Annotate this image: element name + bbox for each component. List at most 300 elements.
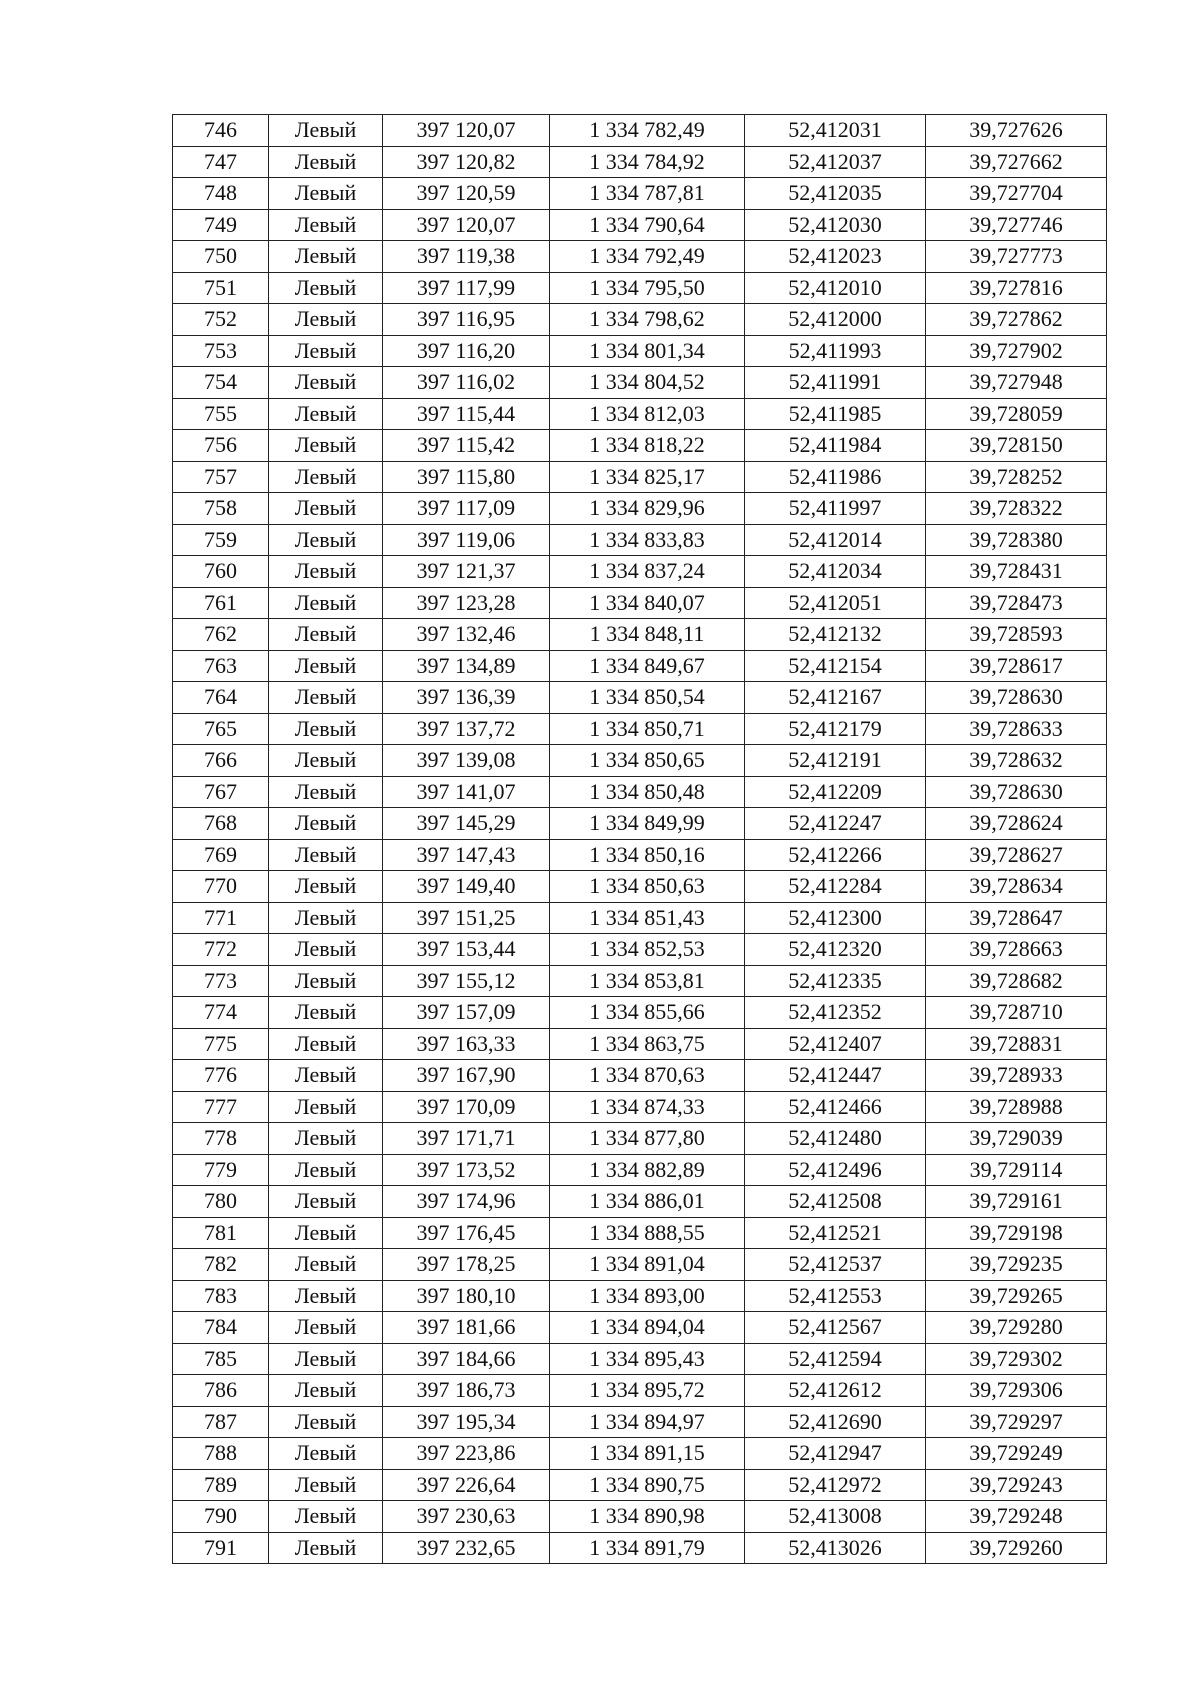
latitude-cell: 52,412320: [745, 934, 926, 966]
point-number-cell: 769: [173, 839, 269, 871]
latitude-cell: 52,411993: [745, 335, 926, 367]
coordinates-table: [172, 114, 1107, 1564]
point-number-cell: 761: [173, 587, 269, 619]
side-cell: Левый: [269, 178, 383, 210]
side-cell: Левый: [269, 713, 383, 745]
longitude-cell: 39,728431: [926, 556, 1107, 588]
x-coordinate-cell: 397 181,66: [383, 1312, 550, 1344]
latitude-cell: 52,412352: [745, 997, 926, 1029]
latitude-cell: 52,412537: [745, 1249, 926, 1281]
side-cell: Левый: [269, 650, 383, 682]
side-cell: Левый: [269, 1438, 383, 1470]
table-row: [173, 335, 1107, 367]
side-cell: Левый: [269, 1060, 383, 1092]
latitude-cell: 52,412447: [745, 1060, 926, 1092]
longitude-cell: 39,729243: [926, 1469, 1107, 1501]
x-coordinate-cell: 397 134,89: [383, 650, 550, 682]
coordinates-table-body: [173, 115, 1107, 1564]
table-row: [173, 146, 1107, 178]
longitude-cell: 39,728059: [926, 398, 1107, 430]
x-coordinate-cell: 397 170,09: [383, 1091, 550, 1123]
table-row: [173, 1154, 1107, 1186]
point-number-cell: 788: [173, 1438, 269, 1470]
longitude-cell: 39,729306: [926, 1375, 1107, 1407]
x-coordinate-cell: 397 116,20: [383, 335, 550, 367]
x-coordinate-cell: 397 115,44: [383, 398, 550, 430]
side-cell: Левый: [269, 934, 383, 966]
y-coordinate-cell: 1 334 812,03: [550, 398, 745, 430]
x-coordinate-cell: 397 121,37: [383, 556, 550, 588]
table-row: [173, 556, 1107, 588]
y-coordinate-cell: 1 334 890,98: [550, 1501, 745, 1533]
side-cell: Левый: [269, 1532, 383, 1564]
latitude-cell: 52,412690: [745, 1406, 926, 1438]
y-coordinate-cell: 1 334 886,01: [550, 1186, 745, 1218]
table-row: [173, 745, 1107, 777]
x-coordinate-cell: 397 155,12: [383, 965, 550, 997]
y-coordinate-cell: 1 334 795,50: [550, 272, 745, 304]
latitude-cell: 52,412612: [745, 1375, 926, 1407]
x-coordinate-cell: 397 119,06: [383, 524, 550, 556]
side-cell: Левый: [269, 1406, 383, 1438]
y-coordinate-cell: 1 334 792,49: [550, 241, 745, 273]
side-cell: Левый: [269, 398, 383, 430]
point-number-cell: 764: [173, 682, 269, 714]
y-coordinate-cell: 1 334 801,34: [550, 335, 745, 367]
longitude-cell: 39,727816: [926, 272, 1107, 304]
longitude-cell: 39,729161: [926, 1186, 1107, 1218]
x-coordinate-cell: 397 149,40: [383, 871, 550, 903]
side-cell: Левый: [269, 1154, 383, 1186]
table-row: [173, 1375, 1107, 1407]
y-coordinate-cell: 1 334 848,11: [550, 619, 745, 651]
side-cell: Левый: [269, 304, 383, 336]
side-cell: Левый: [269, 1280, 383, 1312]
table-row: [173, 398, 1107, 430]
side-cell: Левый: [269, 871, 383, 903]
point-number-cell: 783: [173, 1280, 269, 1312]
y-coordinate-cell: 1 334 891,15: [550, 1438, 745, 1470]
point-number-cell: 791: [173, 1532, 269, 1564]
latitude-cell: 52,411985: [745, 398, 926, 430]
point-number-cell: 748: [173, 178, 269, 210]
latitude-cell: 52,411997: [745, 493, 926, 525]
longitude-cell: 39,728682: [926, 965, 1107, 997]
point-number-cell: 789: [173, 1469, 269, 1501]
longitude-cell: 39,729235: [926, 1249, 1107, 1281]
table-row: [173, 430, 1107, 462]
point-number-cell: 787: [173, 1406, 269, 1438]
table-row: [173, 997, 1107, 1029]
x-coordinate-cell: 397 147,43: [383, 839, 550, 871]
table-row: [173, 934, 1107, 966]
longitude-cell: 39,727948: [926, 367, 1107, 399]
point-number-cell: 756: [173, 430, 269, 462]
point-number-cell: 777: [173, 1091, 269, 1123]
point-number-cell: 747: [173, 146, 269, 178]
table-row: [173, 902, 1107, 934]
side-cell: Левый: [269, 619, 383, 651]
table-row: [173, 1091, 1107, 1123]
point-number-cell: 782: [173, 1249, 269, 1281]
table-row: [173, 493, 1107, 525]
point-number-cell: 780: [173, 1186, 269, 1218]
latitude-cell: 52,412284: [745, 871, 926, 903]
latitude-cell: 52,412209: [745, 776, 926, 808]
point-number-cell: 750: [173, 241, 269, 273]
longitude-cell: 39,728710: [926, 997, 1107, 1029]
longitude-cell: 39,728663: [926, 934, 1107, 966]
y-coordinate-cell: 1 334 850,16: [550, 839, 745, 871]
x-coordinate-cell: 397 120,07: [383, 209, 550, 241]
longitude-cell: 39,728630: [926, 776, 1107, 808]
x-coordinate-cell: 397 226,64: [383, 1469, 550, 1501]
latitude-cell: 52,412179: [745, 713, 926, 745]
latitude-cell: 52,412521: [745, 1217, 926, 1249]
side-cell: Левый: [269, 461, 383, 493]
x-coordinate-cell: 397 115,80: [383, 461, 550, 493]
table-row: [173, 1280, 1107, 1312]
longitude-cell: 39,728933: [926, 1060, 1107, 1092]
point-number-cell: 755: [173, 398, 269, 430]
table-row: [173, 619, 1107, 651]
table-row: [173, 1186, 1107, 1218]
y-coordinate-cell: 1 334 829,96: [550, 493, 745, 525]
point-number-cell: 773: [173, 965, 269, 997]
x-coordinate-cell: 397 115,42: [383, 430, 550, 462]
y-coordinate-cell: 1 334 804,52: [550, 367, 745, 399]
point-number-cell: 754: [173, 367, 269, 399]
side-cell: Левый: [269, 1249, 383, 1281]
table-row: [173, 776, 1107, 808]
longitude-cell: 39,729280: [926, 1312, 1107, 1344]
latitude-cell: 52,412972: [745, 1469, 926, 1501]
side-cell: Левый: [269, 1186, 383, 1218]
point-number-cell: 762: [173, 619, 269, 651]
table-row: [173, 1060, 1107, 1092]
longitude-cell: 39,727626: [926, 115, 1107, 147]
y-coordinate-cell: 1 334 837,24: [550, 556, 745, 588]
longitude-cell: 39,728632: [926, 745, 1107, 777]
side-cell: Левый: [269, 524, 383, 556]
y-coordinate-cell: 1 334 798,62: [550, 304, 745, 336]
latitude-cell: 52,412167: [745, 682, 926, 714]
x-coordinate-cell: 397 232,65: [383, 1532, 550, 1564]
table-row: [173, 1438, 1107, 1470]
x-coordinate-cell: 397 123,28: [383, 587, 550, 619]
longitude-cell: 39,728322: [926, 493, 1107, 525]
latitude-cell: 52,413026: [745, 1532, 926, 1564]
side-cell: Левый: [269, 1469, 383, 1501]
side-cell: Левый: [269, 997, 383, 1029]
y-coordinate-cell: 1 334 818,22: [550, 430, 745, 462]
latitude-cell: 52,412300: [745, 902, 926, 934]
side-cell: Левый: [269, 272, 383, 304]
latitude-cell: 52,412154: [745, 650, 926, 682]
x-coordinate-cell: 397 153,44: [383, 934, 550, 966]
point-number-cell: 753: [173, 335, 269, 367]
longitude-cell: 39,728630: [926, 682, 1107, 714]
y-coordinate-cell: 1 334 850,48: [550, 776, 745, 808]
table-row: [173, 587, 1107, 619]
point-number-cell: 775: [173, 1028, 269, 1060]
side-cell: Левый: [269, 115, 383, 147]
latitude-cell: 52,412508: [745, 1186, 926, 1218]
table-row: [173, 461, 1107, 493]
side-cell: Левый: [269, 493, 383, 525]
side-cell: Левый: [269, 587, 383, 619]
table-row: [173, 839, 1107, 871]
y-coordinate-cell: 1 334 891,79: [550, 1532, 745, 1564]
y-coordinate-cell: 1 334 891,04: [550, 1249, 745, 1281]
y-coordinate-cell: 1 334 825,17: [550, 461, 745, 493]
point-number-cell: 768: [173, 808, 269, 840]
side-cell: Левый: [269, 556, 383, 588]
y-coordinate-cell: 1 334 855,66: [550, 997, 745, 1029]
table-row: [173, 713, 1107, 745]
table-row: [173, 1406, 1107, 1438]
longitude-cell: 39,729039: [926, 1123, 1107, 1155]
point-number-cell: 778: [173, 1123, 269, 1155]
latitude-cell: 52,412010: [745, 272, 926, 304]
side-cell: Левый: [269, 902, 383, 934]
point-number-cell: 752: [173, 304, 269, 336]
y-coordinate-cell: 1 334 863,75: [550, 1028, 745, 1060]
longitude-cell: 39,729248: [926, 1501, 1107, 1533]
longitude-cell: 39,728617: [926, 650, 1107, 682]
y-coordinate-cell: 1 334 853,81: [550, 965, 745, 997]
latitude-cell: 52,412553: [745, 1280, 926, 1312]
side-cell: Левый: [269, 776, 383, 808]
y-coordinate-cell: 1 334 850,71: [550, 713, 745, 745]
x-coordinate-cell: 397 120,82: [383, 146, 550, 178]
longitude-cell: 39,728624: [926, 808, 1107, 840]
latitude-cell: 52,412031: [745, 115, 926, 147]
y-coordinate-cell: 1 334 895,43: [550, 1343, 745, 1375]
y-coordinate-cell: 1 334 840,07: [550, 587, 745, 619]
table-row: [173, 524, 1107, 556]
latitude-cell: 52,412335: [745, 965, 926, 997]
latitude-cell: 52,412266: [745, 839, 926, 871]
point-number-cell: 767: [173, 776, 269, 808]
longitude-cell: 39,727902: [926, 335, 1107, 367]
table-row: [173, 304, 1107, 336]
latitude-cell: 52,412034: [745, 556, 926, 588]
latitude-cell: 52,412480: [745, 1123, 926, 1155]
longitude-cell: 39,728627: [926, 839, 1107, 871]
table-row: [173, 1312, 1107, 1344]
point-number-cell: 751: [173, 272, 269, 304]
latitude-cell: 52,412496: [745, 1154, 926, 1186]
side-cell: Левый: [269, 682, 383, 714]
latitude-cell: 52,412407: [745, 1028, 926, 1060]
longitude-cell: 39,727862: [926, 304, 1107, 336]
table-row: [173, 682, 1107, 714]
y-coordinate-cell: 1 334 888,55: [550, 1217, 745, 1249]
longitude-cell: 39,728252: [926, 461, 1107, 493]
x-coordinate-cell: 397 136,39: [383, 682, 550, 714]
point-number-cell: 785: [173, 1343, 269, 1375]
side-cell: Левый: [269, 1123, 383, 1155]
x-coordinate-cell: 397 120,59: [383, 178, 550, 210]
table-row: [173, 241, 1107, 273]
side-cell: Левый: [269, 808, 383, 840]
latitude-cell: 52,412947: [745, 1438, 926, 1470]
x-coordinate-cell: 397 139,08: [383, 745, 550, 777]
side-cell: Левый: [269, 209, 383, 241]
x-coordinate-cell: 397 151,25: [383, 902, 550, 934]
latitude-cell: 52,412014: [745, 524, 926, 556]
table-row: [173, 178, 1107, 210]
latitude-cell: 52,411986: [745, 461, 926, 493]
x-coordinate-cell: 397 163,33: [383, 1028, 550, 1060]
y-coordinate-cell: 1 334 787,81: [550, 178, 745, 210]
side-cell: Левый: [269, 839, 383, 871]
x-coordinate-cell: 397 117,09: [383, 493, 550, 525]
side-cell: Левый: [269, 241, 383, 273]
y-coordinate-cell: 1 334 850,63: [550, 871, 745, 903]
longitude-cell: 39,728647: [926, 902, 1107, 934]
x-coordinate-cell: 397 157,09: [383, 997, 550, 1029]
point-number-cell: 771: [173, 902, 269, 934]
x-coordinate-cell: 397 119,38: [383, 241, 550, 273]
y-coordinate-cell: 1 334 893,00: [550, 1280, 745, 1312]
y-coordinate-cell: 1 334 790,64: [550, 209, 745, 241]
longitude-cell: 39,727704: [926, 178, 1107, 210]
point-number-cell: 779: [173, 1154, 269, 1186]
x-coordinate-cell: 397 167,90: [383, 1060, 550, 1092]
y-coordinate-cell: 1 334 894,04: [550, 1312, 745, 1344]
y-coordinate-cell: 1 334 894,97: [550, 1406, 745, 1438]
y-coordinate-cell: 1 334 784,92: [550, 146, 745, 178]
x-coordinate-cell: 397 174,96: [383, 1186, 550, 1218]
side-cell: Левый: [269, 1028, 383, 1060]
table-row: [173, 808, 1107, 840]
latitude-cell: 52,412000: [745, 304, 926, 336]
x-coordinate-cell: 397 116,95: [383, 304, 550, 336]
table-row: [173, 965, 1107, 997]
longitude-cell: 39,729198: [926, 1217, 1107, 1249]
x-coordinate-cell: 397 223,86: [383, 1438, 550, 1470]
point-number-cell: 763: [173, 650, 269, 682]
y-coordinate-cell: 1 334 833,83: [550, 524, 745, 556]
point-number-cell: 784: [173, 1312, 269, 1344]
longitude-cell: 39,727746: [926, 209, 1107, 241]
point-number-cell: 746: [173, 115, 269, 147]
longitude-cell: 39,728150: [926, 430, 1107, 462]
side-cell: Левый: [269, 1343, 383, 1375]
y-coordinate-cell: 1 334 850,54: [550, 682, 745, 714]
longitude-cell: 39,727662: [926, 146, 1107, 178]
x-coordinate-cell: 397 195,34: [383, 1406, 550, 1438]
latitude-cell: 52,412567: [745, 1312, 926, 1344]
side-cell: Левый: [269, 430, 383, 462]
point-number-cell: 790: [173, 1501, 269, 1533]
latitude-cell: 52,412030: [745, 209, 926, 241]
point-number-cell: 776: [173, 1060, 269, 1092]
side-cell: Левый: [269, 1375, 383, 1407]
longitude-cell: 39,729302: [926, 1343, 1107, 1375]
table-row: [173, 209, 1107, 241]
x-coordinate-cell: 397 137,72: [383, 713, 550, 745]
y-coordinate-cell: 1 334 877,80: [550, 1123, 745, 1155]
point-number-cell: 749: [173, 209, 269, 241]
side-cell: Левый: [269, 1501, 383, 1533]
latitude-cell: 52,412247: [745, 808, 926, 840]
table-row: [173, 1249, 1107, 1281]
x-coordinate-cell: 397 171,71: [383, 1123, 550, 1155]
x-coordinate-cell: 397 173,52: [383, 1154, 550, 1186]
y-coordinate-cell: 1 334 782,49: [550, 115, 745, 147]
x-coordinate-cell: 397 145,29: [383, 808, 550, 840]
side-cell: Левый: [269, 146, 383, 178]
x-coordinate-cell: 397 184,66: [383, 1343, 550, 1375]
table-row: [173, 1028, 1107, 1060]
side-cell: Левый: [269, 1217, 383, 1249]
longitude-cell: 39,729249: [926, 1438, 1107, 1470]
point-number-cell: 760: [173, 556, 269, 588]
point-number-cell: 766: [173, 745, 269, 777]
table-row: [173, 115, 1107, 147]
latitude-cell: 52,412594: [745, 1343, 926, 1375]
point-number-cell: 781: [173, 1217, 269, 1249]
latitude-cell: 52,411984: [745, 430, 926, 462]
latitude-cell: 52,412466: [745, 1091, 926, 1123]
y-coordinate-cell: 1 334 874,33: [550, 1091, 745, 1123]
table-row: [173, 871, 1107, 903]
y-coordinate-cell: 1 334 852,53: [550, 934, 745, 966]
longitude-cell: 39,728593: [926, 619, 1107, 651]
x-coordinate-cell: 397 176,45: [383, 1217, 550, 1249]
x-coordinate-cell: 397 132,46: [383, 619, 550, 651]
table-row: [173, 1123, 1107, 1155]
point-number-cell: 757: [173, 461, 269, 493]
point-number-cell: 786: [173, 1375, 269, 1407]
table-row: [173, 1217, 1107, 1249]
table-row: [173, 1501, 1107, 1533]
latitude-cell: 52,411991: [745, 367, 926, 399]
x-coordinate-cell: 397 116,02: [383, 367, 550, 399]
table-row: [173, 650, 1107, 682]
x-coordinate-cell: 397 180,10: [383, 1280, 550, 1312]
table-row: [173, 1532, 1107, 1564]
side-cell: Левый: [269, 335, 383, 367]
point-number-cell: 774: [173, 997, 269, 1029]
point-number-cell: 772: [173, 934, 269, 966]
x-coordinate-cell: 397 141,07: [383, 776, 550, 808]
longitude-cell: 39,729114: [926, 1154, 1107, 1186]
latitude-cell: 52,412051: [745, 587, 926, 619]
y-coordinate-cell: 1 334 882,89: [550, 1154, 745, 1186]
point-number-cell: 765: [173, 713, 269, 745]
longitude-cell: 39,728634: [926, 871, 1107, 903]
x-coordinate-cell: 397 120,07: [383, 115, 550, 147]
table-row: [173, 272, 1107, 304]
latitude-cell: 52,412132: [745, 619, 926, 651]
y-coordinate-cell: 1 334 895,72: [550, 1375, 745, 1407]
latitude-cell: 52,412191: [745, 745, 926, 777]
side-cell: Левый: [269, 367, 383, 399]
latitude-cell: 52,412035: [745, 178, 926, 210]
x-coordinate-cell: 397 178,25: [383, 1249, 550, 1281]
side-cell: Левый: [269, 1091, 383, 1123]
point-number-cell: 759: [173, 524, 269, 556]
longitude-cell: 39,728831: [926, 1028, 1107, 1060]
table-row: [173, 1343, 1107, 1375]
x-coordinate-cell: 397 117,99: [383, 272, 550, 304]
latitude-cell: 52,413008: [745, 1501, 926, 1533]
table-row: [173, 1469, 1107, 1501]
